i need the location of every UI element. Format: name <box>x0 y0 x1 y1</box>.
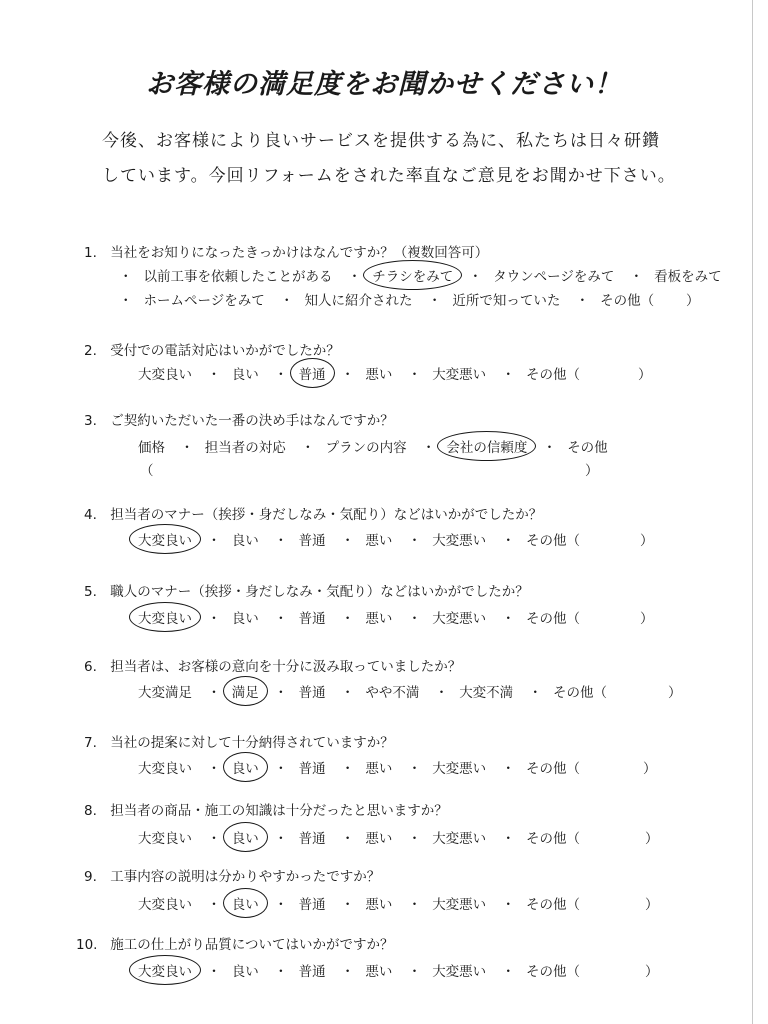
close-paren: ） <box>645 964 659 980</box>
option-very-bad[interactable]: 大変悪い <box>432 964 487 980</box>
question-3-options: 価格 ・ 担当者の対応 ・ プランの内容 ・ 会社の信頼度 ・ その他 <box>136 436 610 456</box>
question-text: 職人のマナー（挨拶・身だしなみ・気配り）などはいかがでしたか？ <box>110 584 529 600</box>
option-very-good[interactable]: 大変良い <box>136 960 194 980</box>
close-paren: ） <box>645 831 659 847</box>
option-homepage[interactable]: ホームページをみて <box>143 293 265 309</box>
option-other[interactable]: その他（ <box>525 611 580 627</box>
question-4 <box>84 503 542 523</box>
option-price[interactable]: 価格 <box>138 440 165 456</box>
question-1 <box>84 241 488 261</box>
open-paren: （ <box>140 463 154 479</box>
option-very-satisfied[interactable]: 大変満足 <box>138 685 192 701</box>
option-normal[interactable]: 普通 <box>298 831 326 847</box>
question-number: 10. <box>76 937 98 953</box>
option-very-bad[interactable]: 大変悪い <box>432 897 487 913</box>
option-flyer[interactable]: チラシをみて <box>370 265 455 285</box>
question-3 <box>84 409 394 429</box>
option-normal[interactable]: 普通 <box>298 964 326 980</box>
question-7-options: 大変良い ・ 良い ・ 普通 ・ 悪い ・ 大変悪い ・ その他（ <box>136 757 582 777</box>
option-very-bad[interactable]: 大変悪い <box>432 533 487 549</box>
question-5-options: 大変良い ・ 良い ・ 普通 ・ 悪い ・ 大変悪い ・ その他（ <box>136 607 582 627</box>
option-satisfied[interactable]: 満足 <box>230 681 261 701</box>
question-1-options-row-2: ・ ホームページをみて ・ 知人に紹介された ・ 近所で知っていた ・ その他（ <box>110 289 656 309</box>
question-text: 施工の仕上がり品質についてはいかがですか？ <box>110 937 394 953</box>
option-normal[interactable]: 普通 <box>297 363 328 383</box>
option-very-bad[interactable]: 大変悪い <box>432 611 487 627</box>
option-very-dissatisfied[interactable]: 大変不満 <box>459 685 514 701</box>
option-good[interactable]: 良い <box>231 611 259 627</box>
close-paren: ） <box>638 367 652 383</box>
option-bad[interactable]: 悪い <box>365 964 393 980</box>
question-text: 担当者は、お客様の意向を十分に汲み取っていましたか？ <box>110 659 462 675</box>
close-paren: ） <box>640 533 654 549</box>
question-text: 受付での電話対応はいかがでしたか？ <box>110 343 340 359</box>
question-number: 2. <box>84 343 97 359</box>
option-neighborhood[interactable]: 近所で知っていた <box>452 293 561 309</box>
option-normal[interactable]: 普通 <box>298 611 326 627</box>
question-1-options-row-1: ・ 以前工事を依頼したことがある ・ チラシをみて ・ タウンページをみて ・ 看板をみて <box>110 265 724 285</box>
close-paren: ） <box>686 293 700 309</box>
option-plan-content[interactable]: プランの内容 <box>325 440 407 456</box>
option-very-good[interactable]: 大変良い <box>136 607 194 627</box>
option-bad[interactable]: 悪い <box>365 831 393 847</box>
option-normal[interactable]: 普通 <box>298 761 326 777</box>
option-good[interactable]: 良い <box>230 893 261 913</box>
question-number: 8. <box>84 803 97 819</box>
question-number: 6. <box>84 659 97 675</box>
question-7 <box>84 731 394 751</box>
close-paren: ） <box>643 761 657 777</box>
option-previous-work[interactable]: 以前工事を依頼したことがある <box>143 269 333 285</box>
option-very-good[interactable]: 大変良い <box>136 529 194 549</box>
question-2 <box>84 339 340 359</box>
option-other[interactable]: その他（ <box>600 293 655 309</box>
question-8 <box>84 799 448 819</box>
question-text: 当社をお知りになったきっかけはなんですか？（複数回答可） <box>110 245 489 261</box>
option-other[interactable]: その他 <box>567 440 608 456</box>
option-very-good[interactable]: 大変良い <box>138 897 192 913</box>
close-paren: ） <box>585 463 599 479</box>
option-bad[interactable]: 悪い <box>365 897 393 913</box>
scan-edge-line <box>752 0 753 1024</box>
question-number: 5. <box>84 584 97 600</box>
option-very-bad[interactable]: 大変悪い <box>432 831 487 847</box>
intro-line-2: しています。今回リフォームをされた率直なご意見をお聞かせ下さい。 <box>102 166 676 186</box>
option-townpage[interactable]: タウンページをみて <box>493 269 615 285</box>
option-good[interactable]: 良い <box>231 964 259 980</box>
close-paren: ） <box>645 897 659 913</box>
option-other[interactable]: その他（ <box>525 367 580 383</box>
question-number: 3. <box>84 413 97 429</box>
question-text: 担当者のマナー（挨拶・身だしなみ・気配り）などはいかがでしたか？ <box>110 507 543 523</box>
option-normal[interactable]: 普通 <box>298 533 326 549</box>
intro-line-1: 今後、お客様により良いサービスを提供する為に、私たちは日々研鑽 <box>102 131 660 151</box>
question-number: 9. <box>84 869 97 885</box>
option-company-trust[interactable]: 会社の信頼度 <box>444 436 529 456</box>
option-bad[interactable]: 悪い <box>365 611 393 627</box>
option-good[interactable]: 良い <box>231 367 259 383</box>
option-signboard[interactable]: 看板をみて <box>654 269 722 285</box>
option-bad[interactable]: 悪い <box>365 367 393 383</box>
option-normal[interactable]: 普通 <box>298 685 326 701</box>
question-6 <box>84 655 461 675</box>
question-8-options: 大変良い ・ 良い ・ 普通 ・ 悪い ・ 大変悪い ・ その他（ <box>136 827 582 847</box>
option-somewhat-dissatisfied[interactable]: やや不満 <box>365 685 420 701</box>
close-paren: ） <box>668 685 682 701</box>
question-text: ご契約いただいた一番の決め手はなんですか？ <box>110 413 394 429</box>
option-very-good[interactable]: 大変良い <box>138 761 192 777</box>
question-number: 4. <box>84 507 97 523</box>
option-other[interactable]: その他（ <box>525 964 580 980</box>
question-number: 7. <box>84 735 97 751</box>
option-good[interactable]: 良い <box>230 757 261 777</box>
option-normal[interactable]: 普通 <box>298 897 326 913</box>
option-other[interactable]: その他（ <box>552 685 607 701</box>
question-text: 工事内容の説明は分かりやすかったですか？ <box>110 869 381 885</box>
page-title: お客様の満足度をお聞かせください！ <box>146 69 622 100</box>
close-paren: ） <box>640 611 654 627</box>
question-6-options: 大変満足 ・ 満足 ・ 普通 ・ やや不満 ・ 大変不満 ・ その他（ <box>136 681 609 701</box>
option-good[interactable]: 良い <box>231 533 259 549</box>
option-staff-response[interactable]: 担当者の対応 <box>204 440 286 456</box>
option-very-good[interactable]: 大変良い <box>138 831 192 847</box>
option-referral[interactable]: 知人に紹介された <box>304 293 413 309</box>
question-5 <box>84 580 529 600</box>
question-9 <box>84 865 380 885</box>
question-9-options: 大変良い ・ 良い ・ 普通 ・ 悪い ・ 大変悪い ・ その他（ <box>136 893 582 913</box>
option-other[interactable]: その他（ <box>525 533 580 549</box>
question-10 <box>76 933 394 953</box>
question-10-options: 大変良い ・ 良い ・ 普通 ・ 悪い ・ 大変悪い ・ その他（ <box>136 960 582 980</box>
question-4-options: 大変良い ・ 良い ・ 普通 ・ 悪い ・ 大変悪い ・ その他（ <box>136 529 582 549</box>
question-text: 担当者の商品・施工の知識は十分だったと思いますか？ <box>110 803 448 819</box>
option-very-bad[interactable]: 大変悪い <box>432 367 487 383</box>
option-good[interactable]: 良い <box>230 827 261 847</box>
option-bad[interactable]: 悪い <box>365 761 393 777</box>
question-2-options: 大変良い ・ 良い ・ 普通 ・ 悪い ・ 大変悪い ・ その他（ <box>136 363 582 383</box>
question-number: 1. <box>84 245 97 261</box>
option-very-bad[interactable]: 大変悪い <box>432 761 487 777</box>
option-bad[interactable]: 悪い <box>365 533 393 549</box>
question-text: 当社の提案に対して十分納得されていますか？ <box>110 735 394 751</box>
option-very-good[interactable]: 大変良い <box>138 367 192 383</box>
option-other[interactable]: その他（ <box>525 761 580 777</box>
option-other[interactable]: その他（ <box>525 897 580 913</box>
option-other[interactable]: その他（ <box>525 831 580 847</box>
